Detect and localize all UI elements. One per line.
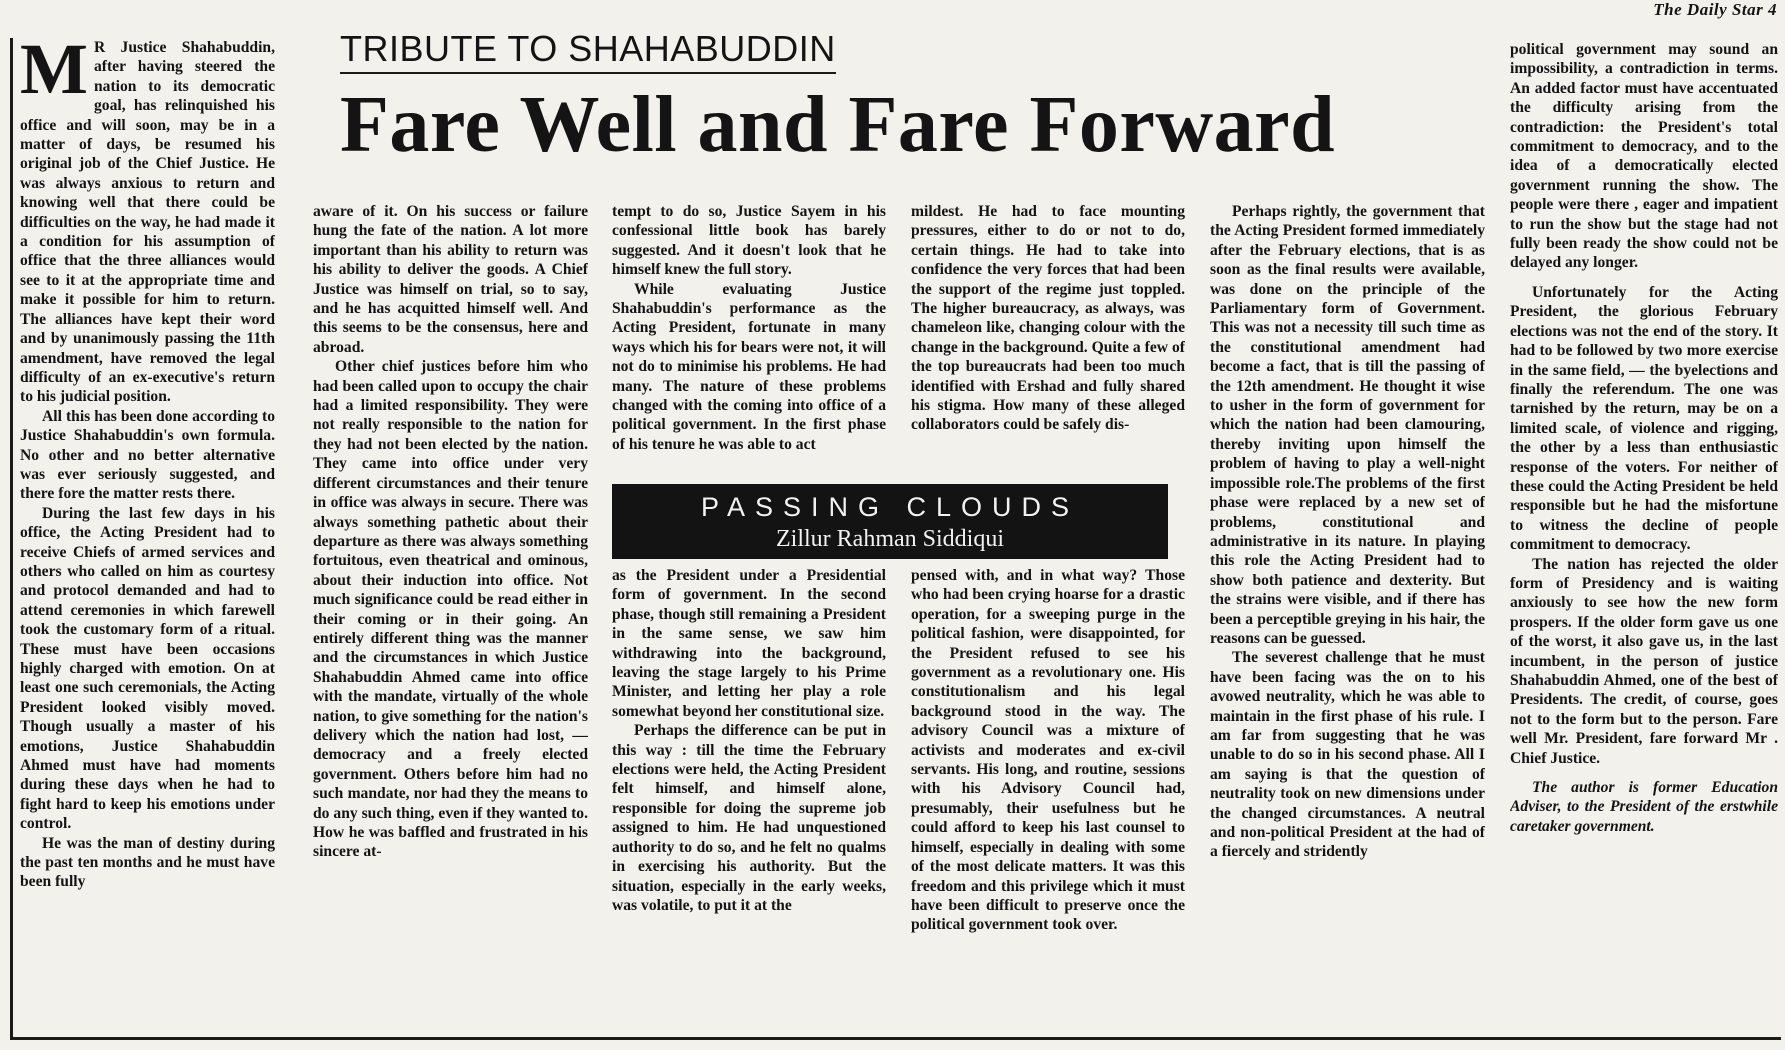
column-5: [1210, 202, 1485, 1034]
column-4-top: [911, 202, 1185, 478]
paragraph: as the President under a Presidential form of government. In the second phase, though still remaining a President in the same sense, we saw him withdrawing into the background, leaving the stage largely to his Prime Minister, and letting her play a role somewhat beyond her constitutional size.: [612, 567, 886, 720]
paragraph: Perhaps rightly, the government that the Acting President formed immediately after the February elections, that is as soon as the final results were available, was done on the principle of the Parliamentary form of Government. This was not a necessity till such time as the constitutional amendment had become a fact, that is till the passing of the 12th amendment. He thought it wise to usher in the form of government for which the nation had been clamouring, thereby inviting upon himself the problem of having to play a well-night impossible role.The problems of the first phase were replaced by a new set of problems, constitutional and administrative in its nature. In playing this role the Acting President had to show both patience and dexterity. But the strains were visible, and if there has been a perceptible greying in his hair, the reasons can be guessed.: [1210, 203, 1485, 647]
paragraph: The severest challenge that he must have been facing was the on to his avowed neutrality, which he was able to maintain in the first phase of his rule. I am far from suggesting that he was unable to do so in his second phase. All I am saying is that the question of neutrality took on new dimensions under the changed circumstances. A neutral and non-political President at the had of a fiercely and stridently: [1210, 649, 1485, 861]
column-author: Zillur Rahman Siddiqui: [776, 526, 1004, 552]
bottom-rule: [10, 1037, 1781, 1040]
paragraph: aware of it. On his success or failure hung the fate of the nation. A lot more important than his ability to return was his ability to deliver the goods. A Chief Justice was himself on trial, so to say, and he has acquitted himself well. And this seems to be the consensus, here and abroad.: [313, 203, 588, 356]
column-1: [20, 38, 275, 1034]
paragraph: During the last few days in his office, the Acting President had to receive Chiefs of armed services and others who called on him as courtesy and protocol demanded and had to attend ceremonies in which farewell took the customary form of a ritual. These must have been occasions highly charged with emotion. On at least one such ceremonials, the Acting President looked visibly moved. Though usually a master of his emotions, Justice Shahabuddin Ahmed must have had moments during these days when he had to fight hard to keep his emotions under control.: [20, 504, 275, 833]
paragraph: Other chief justices before him who had been called upon to occupy the chair had a limited responsibility. They were not really responsible to the nation for they had not been elected by the nation. They came into office under very different circumstances and their tenure in office was always in secure. There was always something pathetic about their departure as there was always something fortuitous, even theatrical and ominous, about their induction into office. Not much significance could be read either in their coming or in their going. An entirely different thing was the manner and the circumstances in which Justice Shahabuddin Ahmed came into office with the mandate, virtually of the whole nation, to give something for the nation's delivery which the nation had lost, — democracy and a freely elected government. Others before him had no such mandate, nor had they the means to do any such thing, even if they wanted to. How he was baffled and frustrated in his sincere at-: [313, 358, 588, 861]
column-title-box: [612, 484, 1168, 559]
masthead: The Daily Star 4: [1653, 0, 1777, 19]
kicker: TRIBUTE TO SHAHABUDDIN: [340, 28, 836, 74]
author-credit: The author is former Education Adviser, to the President of the erstwhile caretaker government.: [1510, 779, 1778, 835]
column-title: PASSING CLOUDS: [700, 492, 1080, 522]
paragraph: tempt to do so, Justice Sayem in his confessional little book has barely suggested. And it doesn't look that he himself knew the full story.: [612, 203, 886, 279]
paragraph: Perhaps the difference can be put in this way : till the time the February elections were held, the Acting President felt himself, and himself alone, responsible for doing the supreme job assigned to him. He had unquestioned authority to do so, and he felt no qualms in exercising his authority. But the situation, especially in the early weeks, was volatile, to put it at the: [612, 722, 886, 914]
drop-cap: M: [20, 38, 88, 109]
paragraph: Unfortunately for the Acting President, the glorious February elections was not the end of the story. It had to be followed by two more exercise in the same field, — the byelections and finally the referendum. The one was tarnished by the return, may be on a limited scale, of violence and rigging, the other by a less than enthusiastic response of the voters. For neither of these could the Acting President be held responsible but he had the misfortune to witness the decline of people commitment to democracy.: [1510, 283, 1778, 554]
left-column-rule: [10, 38, 13, 1038]
column-3-top: [612, 202, 886, 478]
column-2: [313, 202, 588, 1034]
column-4-bottom: [911, 566, 1185, 1034]
paragraph: He was the man of destiny during the past ten months and he must have been fully: [20, 834, 275, 891]
paragraph: pensed with, and in what way? Those who had been crying hoarse for a drastic operation, for a sweeping purge in the political fashion, were disappointed, for the President refused to see his government as a revolutionary one. His constitutionalism and his legal background stood in the way. The advisory Council was a mixture of activists and moderates and ex-civil servants. His long, and routine, sessions with his Advisory Council had, presumably, their usefulness but he could afford to keep his last counsel to himself, especially in dealing with some of the most delicate matters. It was this freedom and this privilege which it must have been difficult to preserve once the political government took over.: [911, 567, 1185, 934]
paragraph: All this has been done according to Justice Shahabuddin's own formula. No other and no better alternative was ever seriously suggested, and there fore the matter rests there.: [20, 407, 275, 503]
paragraph: R Justice Shahabuddin, after having steered the nation to its democratic goal, has relinquished his office and will soon, may be in a matter of days, be resumed his original job of the Chief Justice. He was always anxious to return and knowing well that there could be difficulties on the way, he had made it a condition for his assumption of office that the three alliances would see to it at the appropriate time and make it possible for him to return. The alliances have kept their word and by unanimously passing the 11th amendment, have removed the legal difficulty of an ex-executive's return to his judicial position.: [20, 39, 275, 406]
column-6: [1510, 40, 1778, 1034]
column-3-bottom: [612, 566, 886, 1034]
paragraph: While evaluating Justice Shahabuddin's performance as the Acting President, fortunate in many ways which his for bears were not, it will not do to minimise his problems. He had many. The nature of these problems changed with the coming into office of a political government. In the first phase of his tenure he was able to act: [612, 280, 886, 453]
paragraph: mildest. He had to face mounting pressures, either to do or not to do, certain things. He had to take into confidence the very forces that had been the support of the regime just toppled. The higher bureaucracy, as always, was chameleon like, changing colour with the change in the background. Quite a few of the top bureaucrats had been too much identified with Ershad and fully shared his stigma. How many of these alleged collaborators could be safely dis-: [911, 203, 1185, 434]
headline: Fare Well and Fare Forward: [340, 81, 1336, 169]
paragraph: The nation has rejected the older form of Presidency and is waiting anxiously to see how the new form prospers. If the older form gave us one of the worst, it also gave us, in the last incumbent, in the person of justice Shahabuddin Ahmed, one of the best of Presidents. The credit, of course, goes not to the form but to the person. Fare well Mr. President, fare forward Mr . Chief Justice.: [1510, 555, 1778, 767]
paragraph: political government may sound an impossibility, a contradiction in terms. An added factor must have accentuated the difficulty arising from the contradiction: the President's total commitment to democracy, and to the idea of a democratically elected government running the show. The people were there , eager and impatient to run the show but the stage had not fully been ready the show could not be delayed any longer.: [1510, 41, 1778, 272]
